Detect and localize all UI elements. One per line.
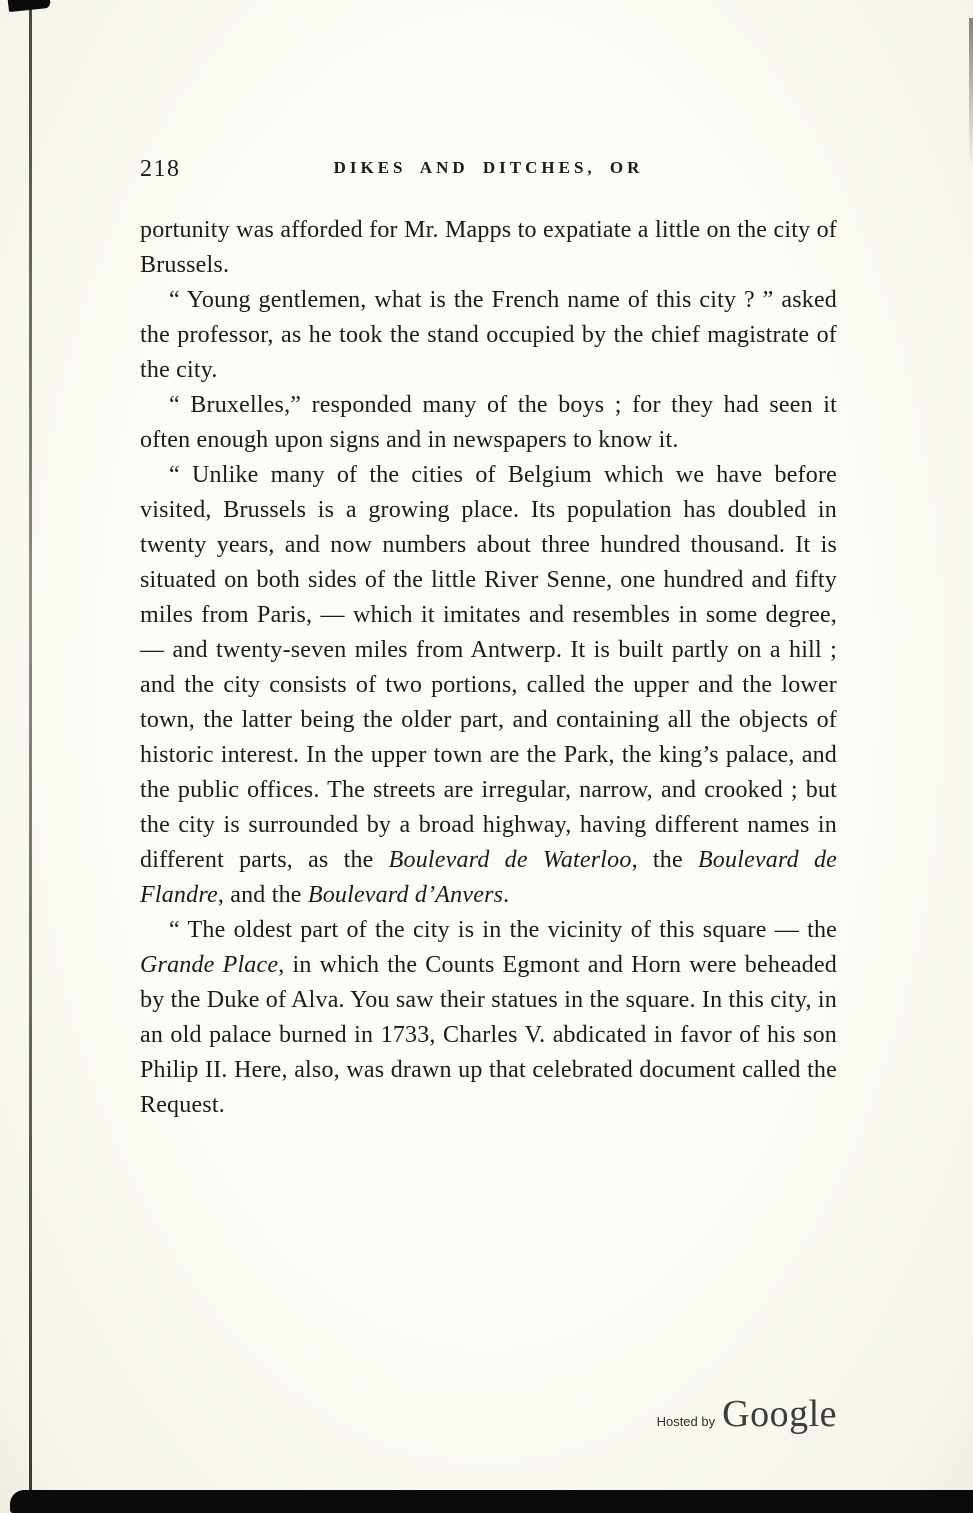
hosted-by-label: Hosted by xyxy=(656,1414,716,1429)
scan-right-edge-artifact xyxy=(969,18,973,168)
paragraph xyxy=(140,913,837,1123)
scan-left-edge-artifact xyxy=(29,0,32,1495)
text-run: “ The oldest part of the city is in the vicinity of this square — the xyxy=(169,917,837,943)
page-footer xyxy=(657,1392,837,1436)
paragraph xyxy=(140,213,837,283)
text-run: portunity was afforded for Mr. Mapps to expatiate a little on the city of Brussels. xyxy=(140,217,837,278)
paragraph xyxy=(140,388,837,458)
paragraph xyxy=(140,283,837,388)
italic-text-run: Boulevard de Waterloo xyxy=(388,847,632,873)
page-number: 218 xyxy=(140,156,181,182)
text-run: “ Bruxelles,” responded many of the boys ; for they had seen it often enough upon signs and in newspapers to know it. xyxy=(140,392,837,453)
text-run: . xyxy=(503,882,510,908)
text-run: , in which the Counts Egmont and Horn were beheaded by the Duke of Alva. You saw their statues in the square. In this city, in an old palace burned in 1733, Charles V. abdicated in favor of his son Philip II. Here, also, was drawn up that celebrated document called the Request. xyxy=(140,952,837,1118)
paragraph xyxy=(140,458,837,913)
text-run: , and the xyxy=(217,882,308,908)
page-header xyxy=(140,152,837,186)
running-header: DIKES AND DITCHES, OR xyxy=(333,158,644,177)
italic-text-run: Boulevard de Flandre xyxy=(140,847,837,908)
text-run: “ Unlike many of the cities of Belgium which we have before visited, Brussels is a growing place. Its population has doubled in twenty years, and now numbers about three hundred thousand. It is situated on both sides of the little River Senne, one hundred and fifty miles from Paris, — which it imitates and resembles in some degree, — and twenty-seven miles from Antwerp. It is built partly on a hill ; and the city consists of two portions, called the upper and the lower town, the latter being the older part, and containing all the objects of historic interest. In the upper town are the Park, the king’s palace, and the public offices. The streets are irregular, narrow, and crooked ; but the city is surrounded by a broad highway, having different names in different parts, as the xyxy=(140,462,837,873)
text-run: “ Young gentlemen, what is the French name of this city ? ” asked the professor, as he took the stand occupied by the chief magistrate of the city. xyxy=(140,287,837,383)
text-run: , the xyxy=(631,847,698,873)
page-body xyxy=(140,213,837,1123)
italic-text-run: Grande Place xyxy=(140,952,279,978)
scan-bottom-edge-artifact xyxy=(10,1490,973,1513)
google-logo: Google xyxy=(722,1393,837,1435)
italic-text-run: Boulevard d’Anvers xyxy=(307,882,504,908)
